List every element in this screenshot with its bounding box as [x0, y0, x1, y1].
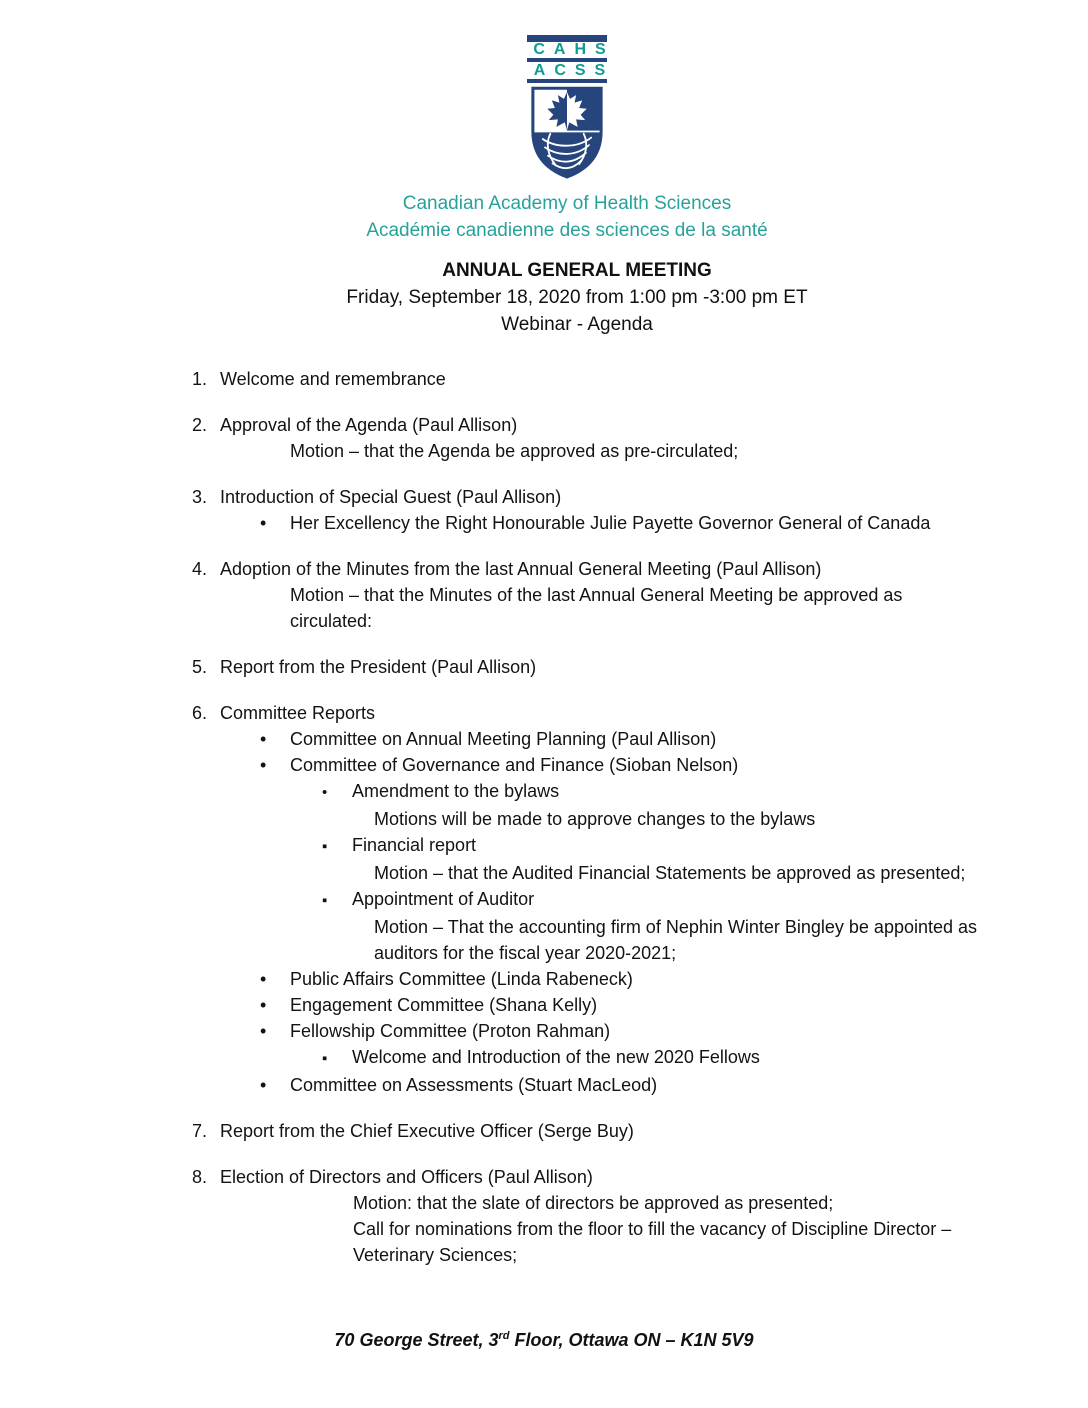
logo-acronym-fr: ACSS	[533, 62, 615, 79]
agenda-numbered-item	[0, 556, 1088, 582]
address-prefix: 70 George Street, 3	[334, 1330, 499, 1350]
line-text: Committee of Governance and Finance (Sioban Nelson)	[290, 755, 739, 775]
line-text: Financial report	[352, 835, 477, 855]
agenda-numbered-item	[0, 1118, 1088, 1144]
address-ordinal-superscript: rd	[498, 1330, 510, 1342]
line-text: Motion: that the slate of directors be approved as presented;	[353, 1193, 834, 1213]
agenda-bullet-item	[0, 752, 1088, 778]
item-number: 3.	[192, 487, 208, 507]
logo-acronym-en: CAHS	[533, 41, 615, 58]
agenda-bullet-item	[0, 510, 1088, 536]
agenda-bullet-item	[0, 966, 1088, 992]
item-number: 6.	[192, 703, 208, 723]
agenda-sub-bullet-item	[0, 778, 1088, 806]
agenda-numbered-item	[0, 366, 1088, 392]
meeting-subtitle: Webinar - Agenda	[501, 314, 653, 335]
address-suffix: Floor, Ottawa ON – K1N 5V9	[509, 1330, 754, 1350]
bullet-marker: •	[260, 969, 267, 989]
agenda-bullet-item	[0, 1018, 1088, 1044]
item-number: 1.	[192, 369, 208, 389]
line-text: Report from the President (Paul Allison)	[220, 657, 537, 677]
agenda-motion-line	[0, 1190, 1088, 1216]
line-text: Adoption of the Minutes from the last Annual General Meeting (Paul Allison)	[220, 559, 822, 579]
bullet-marker: ▪	[322, 892, 328, 909]
bullet-marker: ▪	[322, 838, 328, 855]
agenda-motion-line	[0, 914, 1088, 940]
agenda-motion-line	[0, 1216, 1088, 1242]
agenda-gap	[0, 536, 1088, 556]
agenda-motion-line	[0, 860, 1088, 886]
meeting-title: ANNUAL GENERAL MEETING	[442, 260, 712, 281]
cahs-logo	[527, 35, 615, 180]
item-number: 5.	[192, 657, 208, 677]
bullet-marker: •	[260, 1075, 267, 1095]
item-number: 2.	[192, 415, 208, 435]
agenda-list	[0, 366, 1088, 1268]
meeting-title-block	[33, 257, 1088, 338]
line-text: circulated:	[290, 611, 373, 631]
line-text: Motion – That the accounting firm of Nephin Winter Bingley be appointed as	[374, 917, 978, 937]
agenda-motion-line	[0, 940, 1088, 966]
bullet-marker: •	[260, 513, 267, 533]
line-text: Fellowship Committee (Proton Rahman)	[290, 1021, 611, 1041]
line-text: Approval of the Agenda (Paul Allison)	[220, 415, 518, 435]
agenda-numbered-item	[0, 654, 1088, 680]
agenda-numbered-item	[0, 700, 1088, 726]
line-text: Her Excellency the Right Honourable Julie Payette Governor General of Canada	[290, 513, 931, 533]
agenda-bullet-item	[0, 992, 1088, 1018]
item-number: 7.	[192, 1121, 208, 1141]
agenda-gap	[0, 1144, 1088, 1164]
agenda-sub-bullet-item	[0, 832, 1088, 860]
agenda-numbered-item	[0, 412, 1088, 438]
line-text: Motion – that the Minutes of the last Annual General Meeting be approved as	[290, 585, 903, 605]
agenda-gap	[0, 464, 1088, 484]
agenda-gap	[0, 680, 1088, 700]
agenda-motion-line	[0, 582, 1088, 608]
bullet-marker: •	[260, 995, 267, 1015]
agenda-motion-line	[0, 438, 1088, 464]
agenda-bullet-item	[0, 726, 1088, 752]
line-text: Call for nominations from the floor to fill the vacancy of Discipline Director –	[353, 1219, 952, 1239]
line-text: Election of Directors and Officers (Paul Allison)	[220, 1167, 593, 1187]
logo-bottom-bar	[527, 79, 607, 83]
line-text: Motions will be made to approve changes to the bylaws	[374, 809, 816, 829]
agenda-sub-bullet-item	[0, 886, 1088, 914]
line-text: Introduction of Special Guest (Paul Allison)	[220, 487, 562, 507]
item-number: 4.	[192, 559, 208, 579]
agenda-gap	[0, 634, 1088, 654]
line-text: Amendment to the bylaws	[352, 781, 560, 801]
org-name-french: Académie canadienne des sciences de la santé	[366, 220, 768, 241]
line-text: Report from the Chief Executive Officer (Serge Buy)	[220, 1121, 634, 1141]
agenda-sub-bullet-item	[0, 1044, 1088, 1072]
agenda-bullet-item	[0, 1072, 1088, 1098]
line-text: Committee on Assessments (Stuart MacLeod)	[290, 1075, 658, 1095]
agenda-motion-line	[0, 608, 1088, 634]
agenda-gap	[0, 392, 1088, 412]
line-text: Committee Reports	[220, 703, 376, 723]
bullet-marker: •	[260, 1021, 267, 1041]
agenda-numbered-item	[0, 1164, 1088, 1190]
bullet-marker: •	[322, 784, 328, 801]
line-text: Motion – that the Agenda be approved as pre-circulated;	[290, 441, 739, 461]
line-text: Public Affairs Committee (Linda Rabeneck)	[290, 969, 633, 989]
line-text: Committee on Annual Meeting Planning (Paul Allison)	[290, 729, 717, 749]
organization-names	[23, 190, 1088, 244]
line-text: Welcome and remembrance	[220, 369, 446, 389]
line-text: auditors for the fiscal year 2020-2021;	[374, 943, 677, 963]
bullet-marker: •	[260, 729, 267, 749]
item-number: 8.	[192, 1167, 208, 1187]
line-text: Motion – that the Audited Financial Statements be approved as presented;	[374, 863, 966, 883]
agenda-gap	[0, 1098, 1088, 1118]
agenda-numbered-item	[0, 484, 1088, 510]
bullet-marker: •	[260, 755, 267, 775]
meeting-datetime: Friday, September 18, 2020 from 1:00 pm -3:00 pm ET	[346, 287, 808, 308]
line-text: Welcome and Introduction of the new 2020 Fellows	[352, 1047, 760, 1067]
cahs-shield-maple-leaf-icon	[529, 86, 605, 180]
bullet-marker: ▪	[322, 1050, 328, 1067]
org-name-english: Canadian Academy of Health Sciences	[402, 193, 732, 214]
line-text: Appointment of Auditor	[352, 889, 535, 909]
agenda-motion-line	[0, 806, 1088, 832]
line-text: Engagement Committee (Shana Kelly)	[290, 995, 598, 1015]
line-text: Veterinary Sciences;	[353, 1245, 518, 1265]
footer-address	[0, 1330, 1088, 1351]
agenda-motion-line	[0, 1242, 1088, 1268]
